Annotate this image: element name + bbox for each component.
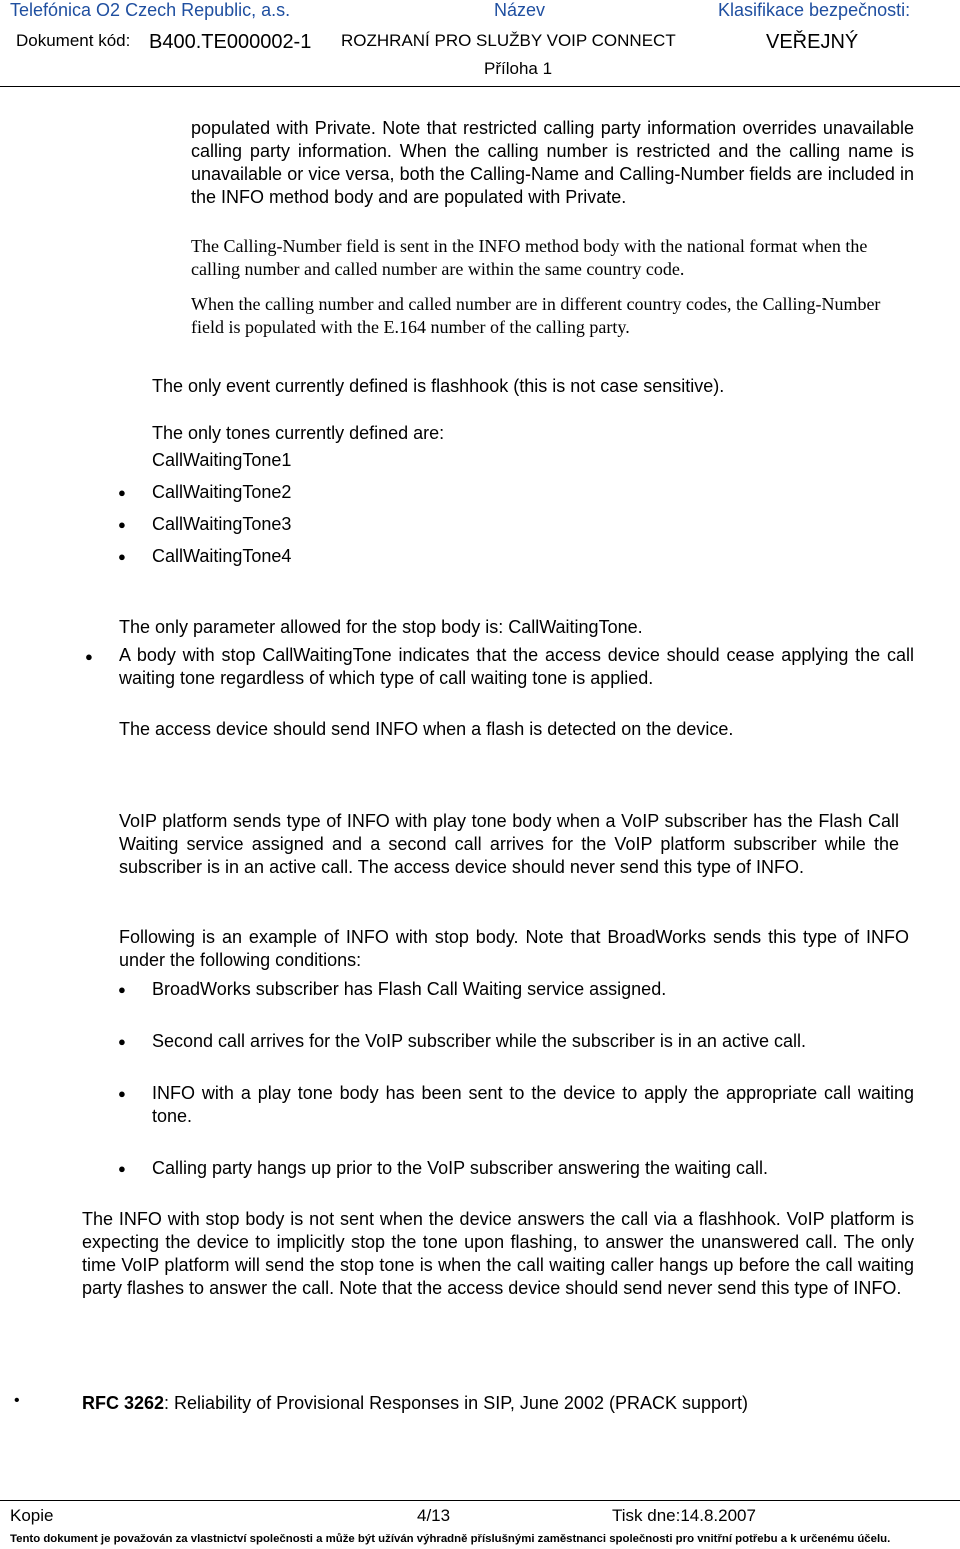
tone-item: CallWaitingTone3 (152, 514, 292, 534)
classification-label: Klasifikace bezpečnosti: (718, 0, 911, 20)
doc-code-label: Dokument kód: (16, 31, 131, 50)
rfc-reference (82, 1392, 748, 1414)
tone-item: CallWaitingTone2 (152, 482, 292, 502)
condition-item: Calling party hangs up prior to the VoIP subscriber answering the waiting call. (152, 1158, 769, 1178)
bullet-icon: ● (118, 485, 126, 500)
footer-divider (0, 1500, 960, 1501)
condition-item: Second call arrives for the VoIP subscriber while the subscriber is in an active call. (152, 1031, 806, 1051)
paragraph-play-tone: VoIP platform sends type of INFO with play tone body when a VoIP subscriber has the Flash Call Waiting service assigned and a second call arrives for the VoIP platform subscriber while the subscriber is in an active call. The access device should never send this type of INFO. (119, 811, 899, 877)
bullet-icon: ● (118, 1161, 126, 1176)
paragraph-private: populated with Private. Note that restricted calling party information overrides unavailable calling party information. When the calling number is restricted and the calling name is unavailable or vice versa, both the Calling-Name and Calling-Number fields are included in the INFO method body and are populated with Private. (191, 118, 914, 207)
document-title: ROZHRANÍ PRO SLUŽBY VOIP CONNECT (341, 31, 676, 50)
paragraph-stop-body: A body with stop CallWaitingTone indicates that the access device should cease applying the call waiting tone regardless of which type of call waiting tone is applied. (119, 645, 914, 688)
classification-value: VEŘEJNÝ (766, 31, 859, 53)
print-date: Tisk dne:14.8.2007 (612, 1506, 756, 1525)
condition-item: BroadWorks subscriber has Flash Call Waiting service assigned. (152, 979, 667, 999)
header-divider (0, 86, 960, 87)
paragraph-flash-detected: The access device should send INFO when a flash is detected on the device. (119, 719, 734, 739)
nazev-label: Název (494, 0, 546, 20)
annex-label: Příloha 1 (484, 59, 553, 78)
rfc-description: : Reliability of Provisional Responses in SIP, June 2002 (PRACK support) (164, 1393, 749, 1413)
paragraph-flashhook: The INFO with stop body is not sent when the device answers the call via a flashhook. VoIP platform is expecting the device to implicitly stop the tone upon flashing, to answer the unanswered call. The only time VoIP platform will send the stop tone is when the call waiting caller hangs up before the call waiting party flashes to answer the call. Note that the access device should send never send this type of INFO. (82, 1209, 914, 1298)
rfc-number: RFC 3262 (82, 1393, 165, 1413)
paragraph-event: The only event currently defined is flashhook (this is not case sensitive). (152, 376, 725, 396)
bullet-icon: ● (118, 1086, 126, 1101)
tone-item: CallWaitingTone1 (152, 450, 292, 470)
tone-item: CallWaitingTone4 (152, 546, 292, 566)
bullet-icon: ● (118, 549, 126, 564)
condition-item: INFO with a play tone body has been sent to the device to apply the appropriate call waiting tone. (152, 1083, 914, 1126)
bullet-icon: ● (118, 982, 126, 997)
bullet-icon: ● (118, 1034, 126, 1049)
page-number: 4/13 (417, 1506, 451, 1525)
ownership-notice: Tento dokument je považován za vlastnictví společnosti a může být užíván výhradně příslušnými zaměstnanci společnosti pro vnitřní potřebu a k určenému účelu. (10, 1533, 891, 1545)
bullet-icon: ● (85, 649, 93, 664)
paragraph-stop-parameter: The only parameter allowed for the stop body is: CallWaitingTone. (119, 617, 643, 637)
bullet-icon: ● (118, 517, 126, 532)
doc-code: B400.TE000002-1 (149, 31, 312, 53)
paragraph-national-format: The Calling-Number field is sent in the INFO method body with the national format when the calling number and called number are within the same country code. (191, 236, 868, 279)
bullet-icon: • (14, 1392, 20, 1409)
footer-copy-label: Kopie (10, 1506, 54, 1525)
paragraph-e164: When the calling number and called number are in different country codes, the Calling-Number field is populated with the E.164 number of the calling party. (191, 294, 881, 337)
paragraph-tones-intro: The only tones currently defined are: (152, 423, 445, 443)
company-name: Telefónica O2 Czech Republic, a.s. (10, 0, 291, 20)
paragraph-stop-example: Following is an example of INFO with stop body. Note that BroadWorks sends this type of INFO under the following conditions: (119, 927, 909, 970)
